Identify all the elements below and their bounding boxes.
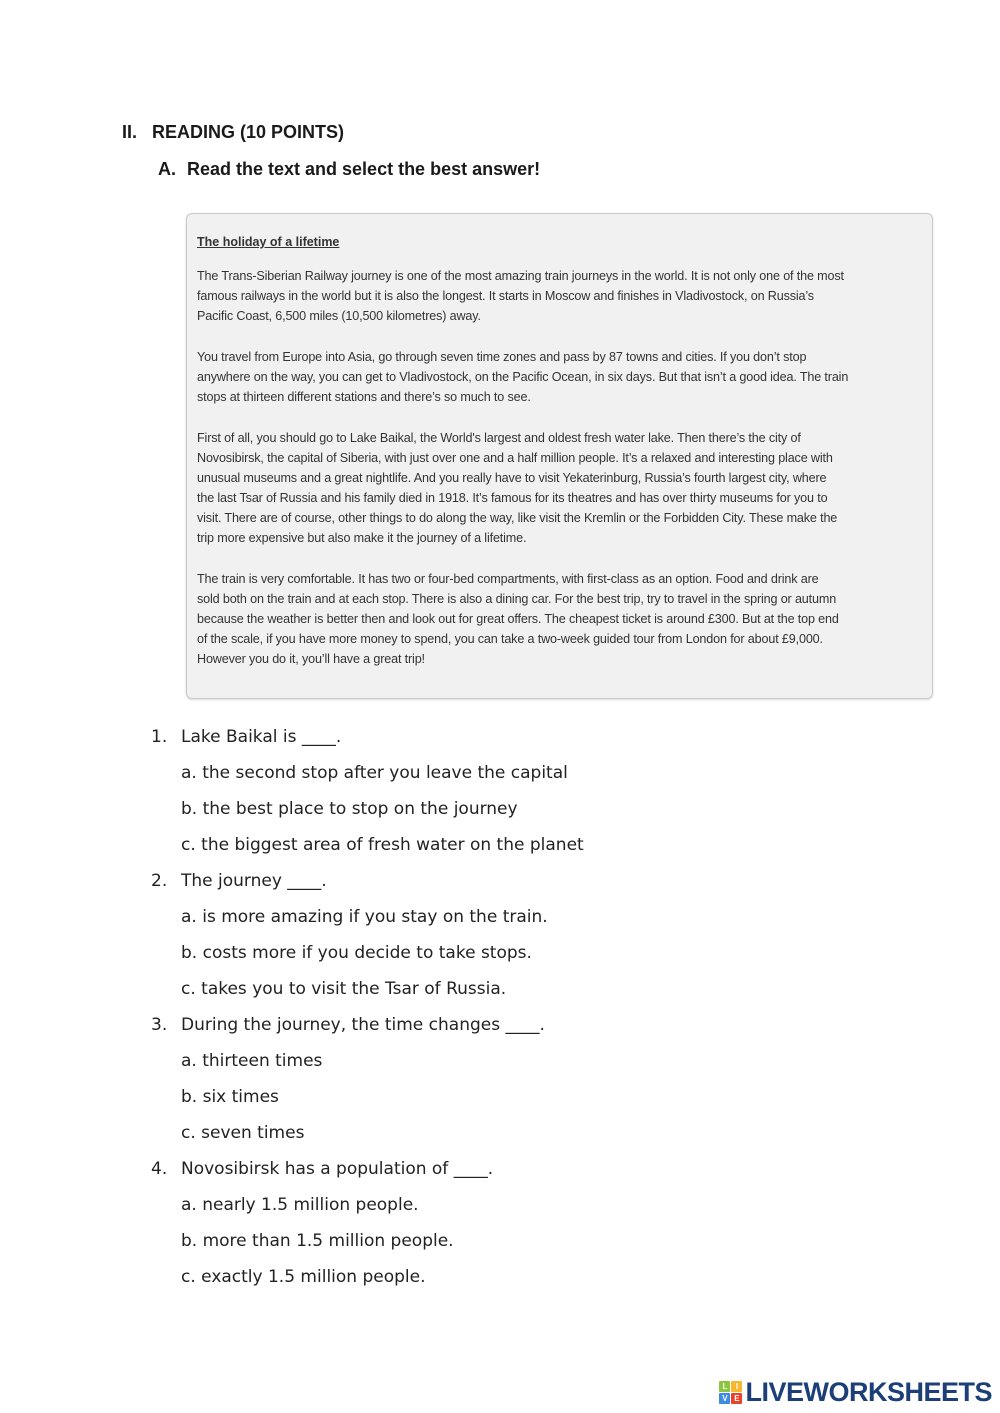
- answer-option[interactable]: a. nearly 1.5 million people.: [181, 1195, 419, 1215]
- passage-line: The train is very comfortable. It has two or four-bed compartments, with first-class as an option. Food and drink are: [197, 572, 819, 586]
- answer-option[interactable]: a. is more amazing if you stay on the train.: [181, 907, 548, 927]
- passage-line: unusual museums and a great nightlife. And you really have to visit Yekaterinburg, Russia’s fourth largest city, where: [197, 471, 827, 485]
- question-stem: During the journey, the time changes ____.: [181, 1015, 545, 1035]
- instruction-heading: A. Read the text and select the best answer!: [158, 159, 541, 179]
- answer-option[interactable]: c. seven times: [181, 1123, 305, 1143]
- passage-line: First of all, you should go to Lake Baikal, the World's largest and oldest fresh water lake. Then there’s the city of: [197, 431, 801, 445]
- question-3: [151, 1015, 545, 1035]
- passage-line: visit. There are of course, other things to do along the way, like visit the Kremlin or the Forbidden City. These make the: [197, 511, 838, 525]
- passage-line: anywhere on the way, you can get to Vladivostock, on the Pacific Ocean, in six days. But that isn’t a good idea. The train: [197, 370, 849, 384]
- question-stem: Novosibirsk has a population of ____.: [181, 1159, 494, 1179]
- question-4: [151, 1159, 493, 1179]
- passage-line: The Trans-Siberian Railway journey is one of the most amazing train journeys in the world. It is not only one of the most: [197, 269, 844, 283]
- answer-option[interactable]: c. the biggest area of fresh water on the planet: [181, 835, 584, 855]
- question-stem: The journey ____.: [181, 871, 327, 891]
- question-1: [151, 727, 341, 747]
- passage-line: You travel from Europe into Asia, go through seven time zones and pass by 87 towns and cities. If you don’t stop: [197, 350, 807, 364]
- answer-option[interactable]: b. six times: [181, 1087, 279, 1107]
- answer-option[interactable]: a. the second stop after you leave the capital: [181, 763, 568, 783]
- question-number: 1.: [151, 727, 168, 747]
- passage-line: Novosibirsk, the capital of Siberia, with just over one and a half million people. It’s a relaxed and interesting place with: [197, 451, 833, 465]
- section-heading: II. READING (10 POINTS): [122, 122, 345, 142]
- logo-tile: E: [731, 1393, 742, 1404]
- passage-line: Pacific Coast, 6,500 miles (10,500 kilometres) away.: [197, 309, 481, 323]
- answer-option[interactable]: a. thirteen times: [181, 1051, 323, 1071]
- answer-option[interactable]: b. more than 1.5 million people.: [181, 1231, 454, 1251]
- liveworksheets-logo: L I V E LIVEWORKSHEETS: [719, 1377, 992, 1408]
- question-2: [151, 871, 327, 891]
- answer-option[interactable]: b. costs more if you decide to take stops.: [181, 943, 532, 963]
- passage-line: trip more expensive but also make it the journey of a lifetime.: [197, 531, 527, 545]
- logo-tiles-icon: [719, 1381, 742, 1404]
- question-stem: Lake Baikal is ____.: [181, 727, 342, 747]
- passage-line: stops at thirteen different stations and there’s so much to see.: [197, 390, 531, 404]
- passage-line: famous railways in the world but it is also the longest. It starts in Moscow and finishes in Vladivostock, on Russia’s: [197, 289, 814, 303]
- logo-tile: V: [719, 1393, 730, 1404]
- reading-passage: [186, 213, 933, 699]
- question-number: 4.: [151, 1159, 168, 1179]
- answer-option[interactable]: b. the best place to stop on the journey: [181, 799, 518, 819]
- passage-line: the last Tsar of Russia and his family died in 1918. It’s famous for its theatres and has over thirty museums for you to: [197, 491, 828, 505]
- logo-tile: I: [731, 1381, 742, 1392]
- answer-option[interactable]: c. takes you to visit the Tsar of Russia.: [181, 979, 507, 999]
- question-number: 2.: [151, 871, 168, 891]
- answer-option[interactable]: c. exactly 1.5 million people.: [181, 1267, 426, 1287]
- passage-line: However you do it, you’ll have a great trip!: [197, 652, 425, 666]
- passage-line: because the weather is better then and look out for great offers. The cheapest ticket is around £300. But at the top end: [197, 612, 839, 626]
- passage-line: sold both on the train and at each stop. There is also a dining car. For the best trip, try to travel in the spring or autumn: [197, 592, 837, 606]
- passage-title: The holiday of a lifetime: [197, 235, 340, 249]
- passage-line: of the scale, if you have more money to spend, you can take a two-week guided tour from London for about £9,000.: [197, 632, 823, 646]
- logo-tile: L: [719, 1381, 730, 1392]
- question-number: 3.: [151, 1015, 168, 1035]
